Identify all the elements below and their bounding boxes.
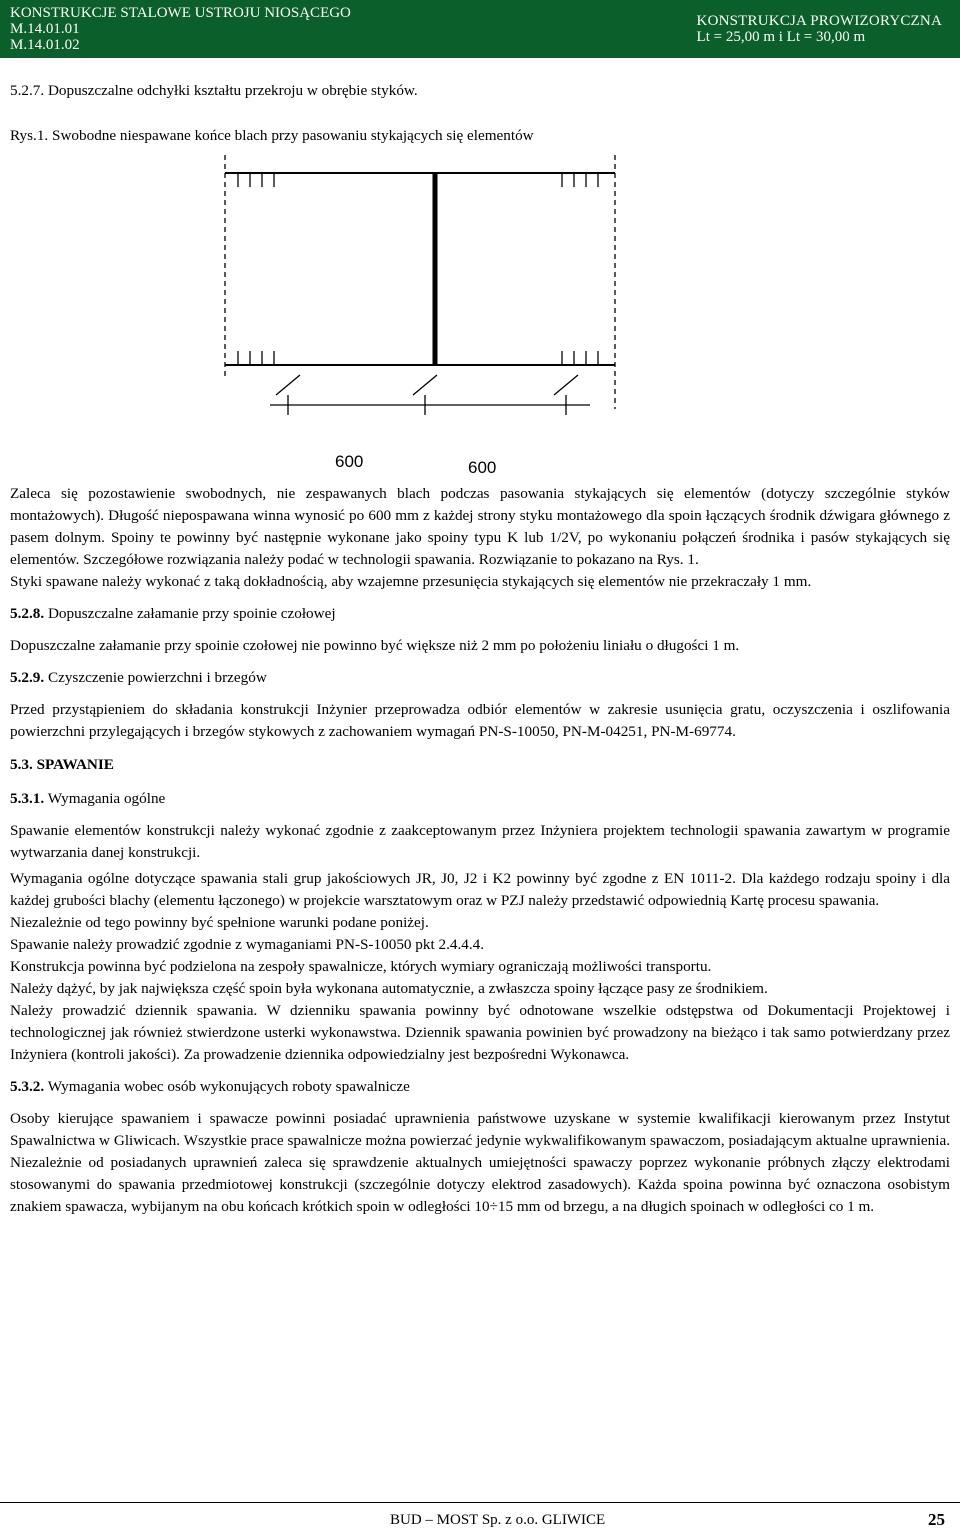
section-527-paragraph-1: Zaleca się pozostawienie swobodnych, nie zespawanych blach podczas pasowania stykających się elementów (dotyczy szczególnie styków montażowych). Długość niepospawana winna wynosić po 600 mm z każdej strony styku montażowego dla spoin łączących środnik dźwigara głównego z pasem dolnym. Spoiny te powinny być następnie wykonane jako spoiny typu K lub 1/2V, po wykonaniu połączeń środnika i pasów stykających się elementów. Szczegółowe rozwiązania należy podać w technologii spawania. Rozwiązanie to pokazano na Rys. 1. [10,485,950,568]
header-spec-code-1: M.14.01.01 [10,21,80,37]
dimension-slash-middle [413,375,437,395]
figure-rys-1 [10,147,950,487]
section-531-title: Wymagania ogólne [44,790,166,807]
figure-caption: Rys.1. Swobodne niespawane końce blach przy pasowaniu stykających się elementów [10,127,534,144]
joint-diagram [10,147,950,487]
section-529-heading [10,667,950,689]
dimension-label-left: 600 [335,452,364,471]
header-right-span: Lt = 25,00 m i Lt = 30,00 m [696,29,866,45]
section-527-heading: 5.2.7. Dopuszczalne odchyłki kształtu przekroju w obrębie styków. [10,82,418,99]
dimension-slash-right [554,375,578,395]
section-529-title: Czyszczenie powierzchni i brzegów [44,669,267,686]
dimension-slash-left [276,375,300,395]
dimension-label-right: 600 [468,458,497,477]
page-number: 25 [928,1510,945,1529]
section-531-paragraph-5: Konstrukcja powinna być podzielona na zespoły spawalnicze, których wymiary ograniczają możliwości transportu. [10,958,712,975]
bottom-left-free-plate-ticks [238,351,274,365]
section-531-number: 5.3.1. [10,790,45,807]
section-532-paragraph: Osoby kierujące spawaniem i spawacze powinni posiadać uprawnienia państwowe uzyskane w systemie kwalifikacji kierowanym przez Instytut Spawalnictwa w Gliwicach. Wszystkie prace spawalnicze można powierzać jedynie wykwalifikowanym spawaczom, posiadającym aktualne uprawnienia. Niezależnie od posiadanych uprawnień zaleca się sprawdzenie aktualnych umiejętności spawaczy poprzez wykonanie próbnych złączy elektrodami stosowanymi do spawania przedmiotowej konstrukcji (szczególnie dotyczy elektrod zasadowych). Każda spoina powinna być oznaczona osobistym znakiem spawacza, wybijanym na obu końcach krótkich spoin w odległości 10÷15 mm od brzegu, a na długich spoinach w odległości co 1 m. [10,1110,950,1215]
section-528-paragraph: Dopuszczalne załamanie przy spoinie czołowej nie powinno być większe niż 2 mm po położeniu liniału o długości 1 m. [10,637,740,654]
header-right-title: KONSTRUKCJA PROWIZORYCZNA [696,13,942,29]
top-left-free-plate-ticks [238,173,274,187]
top-right-free-plate-ticks [562,173,598,187]
header-right [697,13,942,45]
section-532-heading [10,1076,950,1098]
header-left [10,5,351,53]
section-531-paragraph-6: Należy dążyć, by jak największa część spoin była wykonana automatycznie, a zwłaszcza spoiny łączące pasy ze środnikiem. [10,980,768,997]
section-531-heading [10,788,950,810]
footer-company: BUD – MOST Sp. z o.o. GLIWICE [390,1512,606,1528]
page-header [0,0,960,58]
section-532-number: 5.3.2. [10,1078,45,1095]
section-528-heading [10,603,950,625]
section-531-paragraph-1: Spawanie elementów konstrukcji należy wykonać zgodnie z zaakceptowanym przez Inżyniera projektem technologii spawania zawartym w programie wytwarzania danej konstrukcji. [10,822,950,861]
footer-divider [0,1502,960,1503]
document-body [10,80,950,1218]
section-529-number: 5.2.9. [10,669,45,686]
header-left-title: KONSTRUKCJE STALOWE USTROJU NIOSĄCEGO [10,5,351,21]
header-spec-code-2: M.14.01.02 [10,37,80,53]
section-531-paragraph-4: Spawanie należy prowadzić zgodnie z wymaganiami PN-S-10050 pkt 2.4.4.4. [10,936,485,953]
section-529-paragraph: Przed przystąpieniem do składania konstrukcji Inżynier przeprowadza odbiór elementów w zakresie usunięcia gratu, oczyszczenia i oszlifowania powierzchni przylegających i brzegów stykowych z zachowaniem wymagań PN-S-10050, PN-M-04251, PN-M-69774. [10,701,950,740]
section-528-number: 5.2.8. [10,605,45,622]
section-531-paragraph-3: Niezależnie od tego powinny być spełnione warunki podane poniżej. [10,914,429,931]
section-531-paragraph-7: Należy prowadzić dziennik spawania. W dzienniku spawania powinny być odnotowane wszelkie odstępstwa od Dokumentacji Projektowej i technologicznej jak również stwierdzone usterki wykonawstwa. Dziennik spawania powinien być prowadzony na bieżąco i tak samo potwierdzany przez Inżyniera (kontroli jakości). Za prowadzenie dziennika odpowiedzialny jest bezpośredni Wykonawca. [10,1002,950,1063]
section-53-heading: 5.3. SPAWANIE [10,756,114,773]
section-528-title: Dopuszczalne załamanie przy spoinie czołowej [44,605,336,622]
section-531-paragraph-2: Wymagania ogólne dotyczące spawania stali grup jakościowych JR, J0, J2 i K2 powinny być zgodne z EN 1011-2. Dla każdego rodzaju spoiny i dla każdej grubości blachy (elementu łączonego) w projekcie warsztatowym oraz w PZJ należy przedstawić odpowiednią Kartę procesu spawania. [10,870,950,909]
bottom-right-free-plate-ticks [562,351,598,365]
section-527-paragraph-2: Styki spawane należy wykonać z taką dokładnością, aby wzajemne przesunięcia stykających się elementów nie przekraczały 1 mm. [10,573,812,590]
section-532-title: Wymagania wobec osób wykonujących roboty spawalnicze [44,1078,410,1095]
